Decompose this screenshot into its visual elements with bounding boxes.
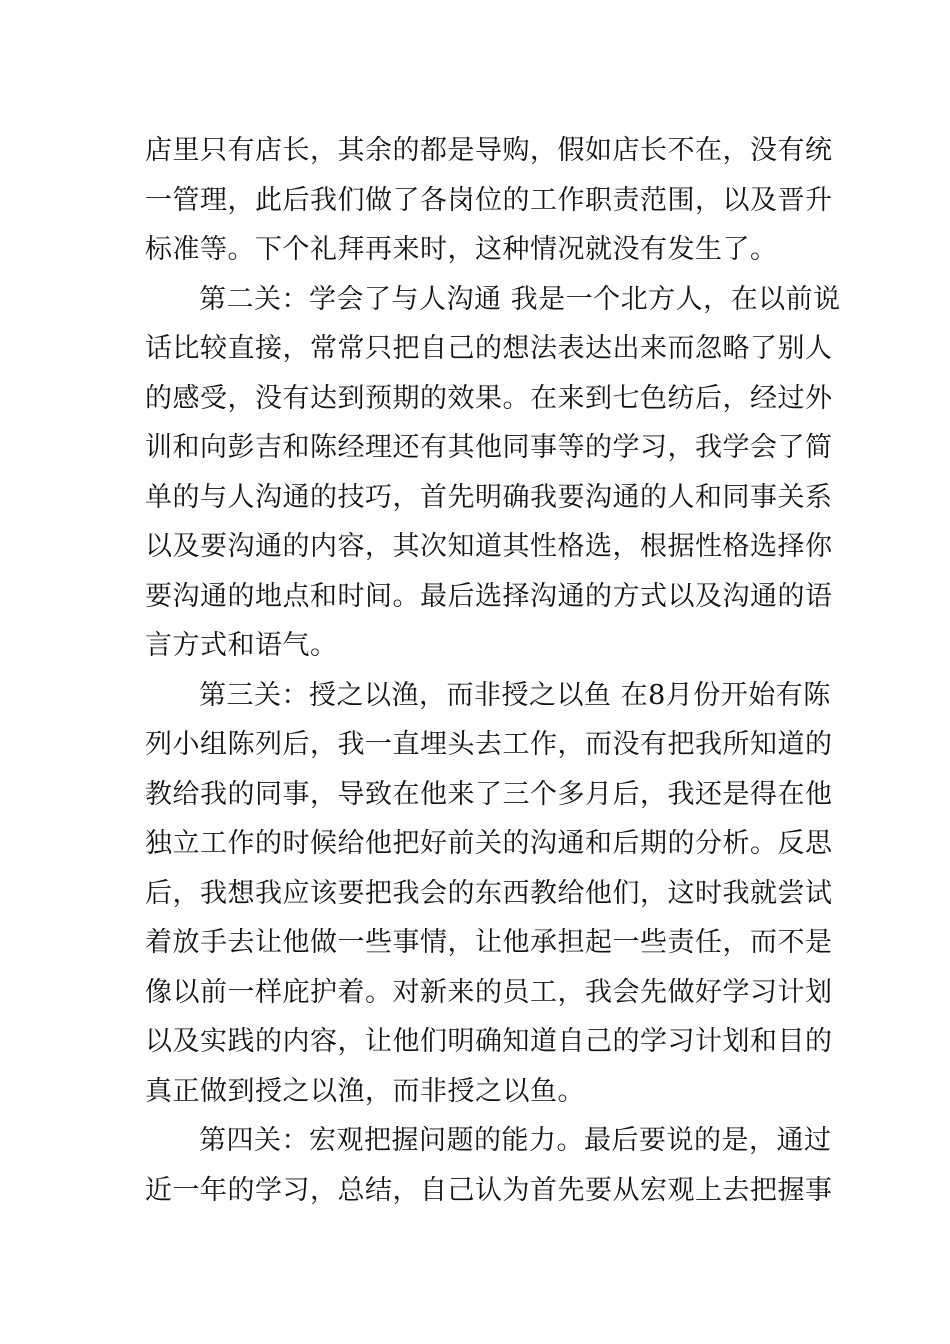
text-line: 单的与人沟通的技巧，首先明确我要沟通的人和同事关系: [145, 481, 833, 513]
text-line: 一管理，此后我们做了各岗位的工作职责范围，以及晋升: [145, 184, 833, 216]
text-line: 第四关：宏观把握问题的能力。最后要说的是，通过: [199, 1125, 832, 1156]
body-text: [145, 126, 841, 1215]
text-line: 店里只有店长，其余的都是导购，假如店长不在，没有统: [145, 135, 833, 166]
text-line: 话比较直接，常常只把自己的想法表达出来而忽略了别人: [145, 333, 833, 364]
text-line: 以及实践的内容，让他们明确知道自己的学习计划和目的: [145, 1026, 833, 1057]
text-line: 教给我的同事，导致在他来了三个多月后，我还是得在他: [145, 778, 833, 810]
text-line: 第三关：授之以渔，而非授之以鱼 在8月份开始有陈: [199, 679, 831, 711]
text-line: 言方式和语气。: [145, 630, 338, 661]
text-line: 训和向彭吉和陈经理还有其他同事等的学习，我学会了简: [145, 432, 833, 463]
text-line: 以及要沟通的内容，其次知道其性格选，根据性格选择你: [145, 531, 833, 562]
text-line: 要沟通的地点和时间。最后选择沟通的方式以及沟通的语: [145, 580, 833, 612]
text-line: 后，我想我应该要把我会的东西教给他们，这时我就尝试: [145, 877, 833, 909]
text-line: 列小组陈列后，我一直埋头去工作，而没有把我所知道的: [145, 729, 833, 760]
text-line: 第二关：学会了与人沟通 我是一个北方人，在以前说: [199, 283, 841, 315]
text-line: 独立工作的时候给他把好前关的沟通和后期的分析。反思: [145, 828, 833, 859]
text-line: 标准等。下个礼拜再来时，这种情况就没有发生了。: [145, 234, 778, 265]
text-line: 像以前一样庇护着。对新来的员工，我会先做好学习计划: [145, 976, 833, 1008]
text-line: 着放手去让他做一些事情，让他承担起一些责任，而不是: [145, 927, 833, 958]
text-line: 的感受，没有达到预期的效果。在来到七色纺后，经过外: [145, 382, 833, 414]
text-line: 近一年的学习，总结，自己认为首先要从宏观上去把握事: [145, 1174, 833, 1206]
text-line: 真正做到授之以渔，而非授之以鱼。: [145, 1075, 585, 1107]
